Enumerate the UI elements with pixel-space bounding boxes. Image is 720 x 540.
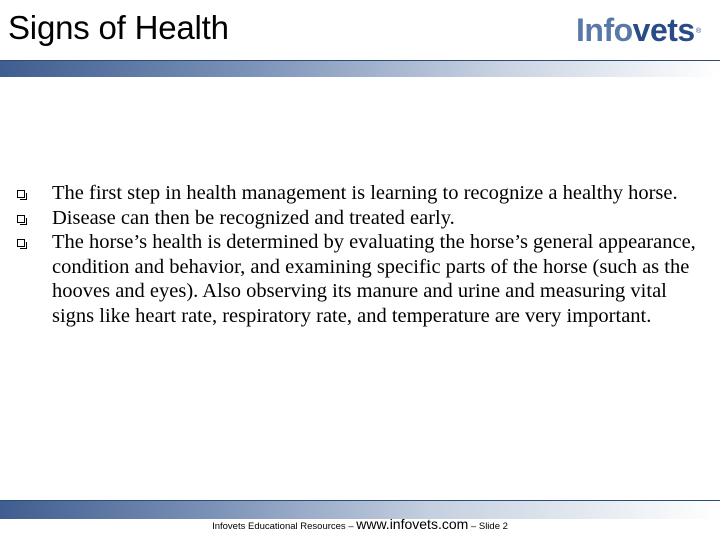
bullet-text: The horse’s health is determined by evaluating the horse’s general appearance, condition and behavior, and examining specific parts of the horse (such as the hooves and eyes). Also observing its manure and urine and measuring vital signs like heart rate, respiratory rate, and temperature are very important. bbox=[52, 231, 696, 327]
footer-slide-number: – Slide 2 bbox=[468, 521, 508, 532]
logo-text-part2: vets bbox=[632, 12, 695, 48]
infovets-logo bbox=[576, 10, 701, 50]
bullet-item bbox=[52, 206, 702, 231]
square-bullet-icon bbox=[17, 215, 25, 223]
footer-prefix: Infovets Educational Resources – bbox=[212, 521, 357, 532]
bullet-item bbox=[52, 181, 702, 206]
slide-footer bbox=[0, 514, 720, 537]
footer-url-link[interactable]: www.infovets.com bbox=[356, 516, 469, 532]
logo-registered-mark: ® bbox=[696, 28, 701, 35]
bullet-text: Disease can then be recognized and treated early. bbox=[52, 206, 455, 229]
logo-text-part1: Info bbox=[576, 12, 633, 48]
header-divider-bar bbox=[0, 60, 720, 77]
square-bullet-icon bbox=[17, 239, 25, 247]
bullet-list bbox=[52, 181, 702, 328]
bullet-item bbox=[52, 230, 702, 328]
bullet-text: The first step in health management is learning to recognize a healthy horse. bbox=[52, 182, 678, 204]
square-bullet-icon bbox=[17, 190, 25, 198]
slide-title: Signs of Health bbox=[8, 9, 229, 46]
